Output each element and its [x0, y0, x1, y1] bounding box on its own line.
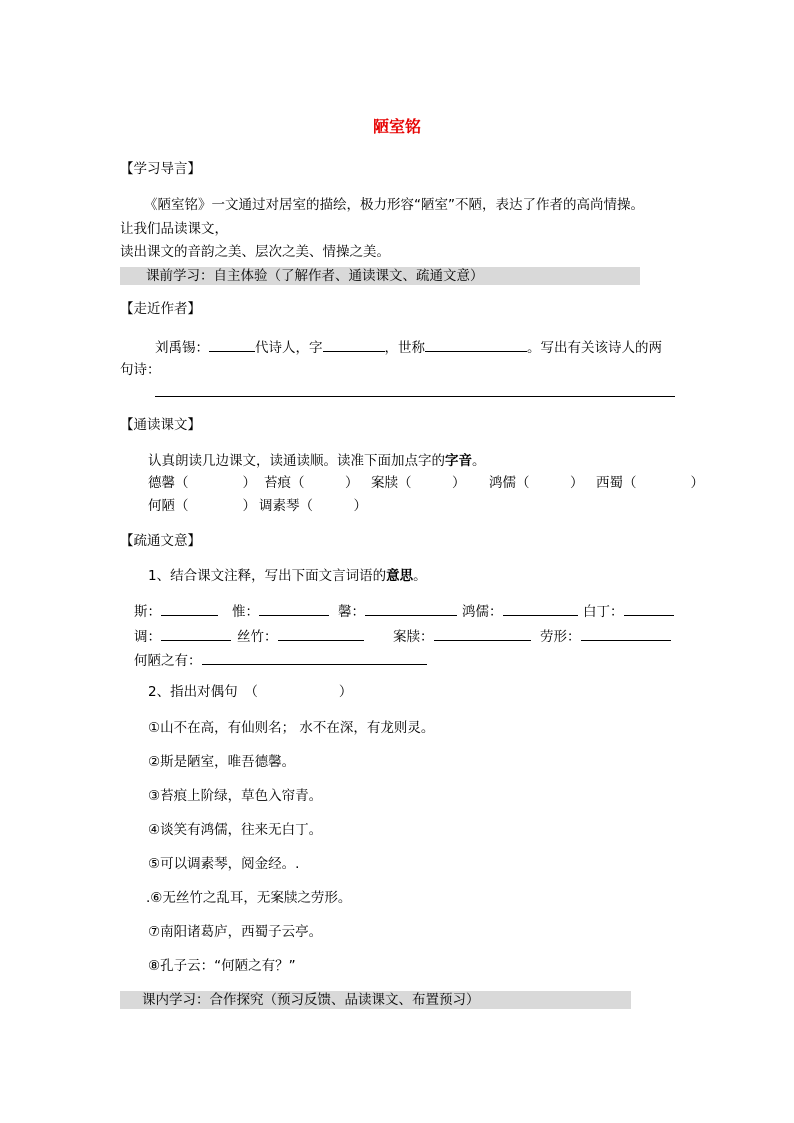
- item-label: 何陋: [148, 498, 175, 514]
- section-heading-author: 【走近作者】: [120, 301, 201, 317]
- pronunciation-item: 何陋（ ）: [148, 498, 256, 514]
- couplet-sentence: ⑦南阳诸葛庐，西蜀子云亭。: [148, 924, 323, 940]
- couplet-sentence: ③苔痕上阶绿，草色入帘青。: [148, 788, 323, 804]
- vocab-item: [237, 626, 364, 646]
- poem-answer-line[interactable]: [155, 396, 675, 397]
- reading-intro-text: 认真朗读几边课文，读通读顺。读准下面加点字的: [148, 453, 445, 469]
- vocab-label: 斯：: [134, 604, 161, 620]
- guide-line-3: 读出课文的音韵之美、层次之美、情操之美。: [120, 244, 390, 260]
- page-title: 陋室铭: [372, 117, 421, 136]
- pre-class-band: 课前学习：自主体验（了解作者、通读课文、疏通文意）: [120, 267, 640, 285]
- vocab-item: [583, 601, 674, 621]
- vocab-label: 何陋之有：: [134, 653, 202, 669]
- couplet-sentence: .⑥无丝竹之乱耳，无案牍之劳形。: [146, 890, 352, 906]
- q1-text: 1、结合课文注释，写出下面文言词语的: [148, 568, 387, 584]
- vocab-label: 白丁：: [583, 604, 624, 620]
- author-text-2: 代诗人，字: [255, 340, 323, 356]
- item-label: 西蜀: [596, 475, 623, 491]
- author-text-4: 。写出有关该诗人的两: [527, 340, 662, 356]
- reading-intro: [148, 452, 486, 470]
- author-text-5: 句诗：: [120, 362, 161, 378]
- vocab-item: [134, 601, 218, 621]
- item-label: 鸿儒: [489, 475, 516, 491]
- guide-line-2: 让我们品读课文，: [120, 221, 228, 237]
- vocab-blank[interactable]: [581, 626, 671, 641]
- guide-line-1: 《陋室铭》一文通过对居室的描绘，极力形容“陋室”不陋，表达了作者的高尚情操。: [144, 197, 644, 213]
- q1-bold: 意思: [386, 568, 414, 584]
- pronunciation-item: 案牍（ ）: [371, 475, 466, 491]
- couplet-sentence: ⑤可以调素琴，阅金经。.: [148, 856, 300, 872]
- item-label: 德馨: [148, 475, 175, 491]
- section-heading-reading: 【通读课文】: [120, 417, 201, 433]
- couplet-sentence: ⑧孔子云：“何陋之有？”: [148, 958, 296, 974]
- title-blank[interactable]: [425, 337, 527, 352]
- vocab-item: [540, 626, 671, 646]
- vocab-label: 馨：: [338, 604, 365, 620]
- section-heading-guide: 【学习导言】: [120, 161, 201, 177]
- reading-intro-bold: 字音: [445, 453, 472, 469]
- vocab-item: [462, 601, 578, 621]
- meaning-q1: [148, 567, 427, 585]
- item-label: 苔痕: [264, 475, 291, 491]
- pronunciation-item: 西蜀（ ）: [596, 475, 704, 491]
- vocab-blank[interactable]: [365, 601, 457, 616]
- reading-intro-end: 。: [472, 453, 486, 469]
- pronunciation-item: 德馨（ ）: [148, 475, 256, 491]
- author-label: 刘禹锡：: [155, 340, 209, 356]
- in-class-band: 课内学习：合作探究（预习反馈、品读课文、布置预习）: [120, 991, 631, 1009]
- vocab-label: 劳形：: [540, 629, 581, 645]
- vocab-label: 调：: [134, 629, 161, 645]
- vocab-blank[interactable]: [161, 601, 218, 616]
- pronunciation-item: 调素琴（ ）: [259, 498, 367, 514]
- vocab-blank[interactable]: [503, 601, 578, 616]
- author-question: [155, 337, 662, 357]
- pronunciation-item: 苔痕（ ）: [264, 475, 359, 491]
- vocab-item: [134, 626, 231, 646]
- courtesy-name-blank[interactable]: [323, 337, 385, 352]
- vocab-blank[interactable]: [278, 626, 364, 641]
- couplet-sentence: ①山不在高，有仙则名； 水不在深，有龙则灵。: [148, 720, 435, 736]
- section-heading-meaning: 【疏通文意】: [120, 533, 201, 549]
- vocab-label: 丝竹：: [237, 629, 278, 645]
- dynasty-blank[interactable]: [209, 337, 255, 352]
- q1-end: 。: [413, 568, 427, 584]
- vocab-label: 鸿儒：: [462, 604, 503, 620]
- meaning-q2: 2、指出对偶句 （ ）: [148, 684, 353, 700]
- vocab-blank[interactable]: [161, 626, 231, 641]
- vocab-item: [338, 601, 457, 621]
- vocab-blank[interactable]: [434, 626, 531, 641]
- vocab-label: 惟：: [232, 604, 259, 620]
- vocab-item: [134, 650, 427, 670]
- couplet-sentence: ④谈笑有鸿儒，往来无白丁。: [148, 822, 323, 838]
- pronunciation-item: 鸿儒（ ）: [489, 475, 584, 491]
- couplet-sentence: ②斯是陋室，唯吾德馨。: [148, 754, 296, 770]
- vocab-blank[interactable]: [202, 650, 427, 665]
- vocab-label: 案牍：: [393, 629, 434, 645]
- vocab-item: [232, 601, 329, 621]
- vocab-item: [393, 626, 531, 646]
- vocab-blank[interactable]: [259, 601, 329, 616]
- vocab-blank[interactable]: [624, 601, 674, 616]
- item-label: 调素琴: [259, 498, 300, 514]
- author-text-3: ，世称: [384, 340, 425, 356]
- item-label: 案牍: [371, 475, 398, 491]
